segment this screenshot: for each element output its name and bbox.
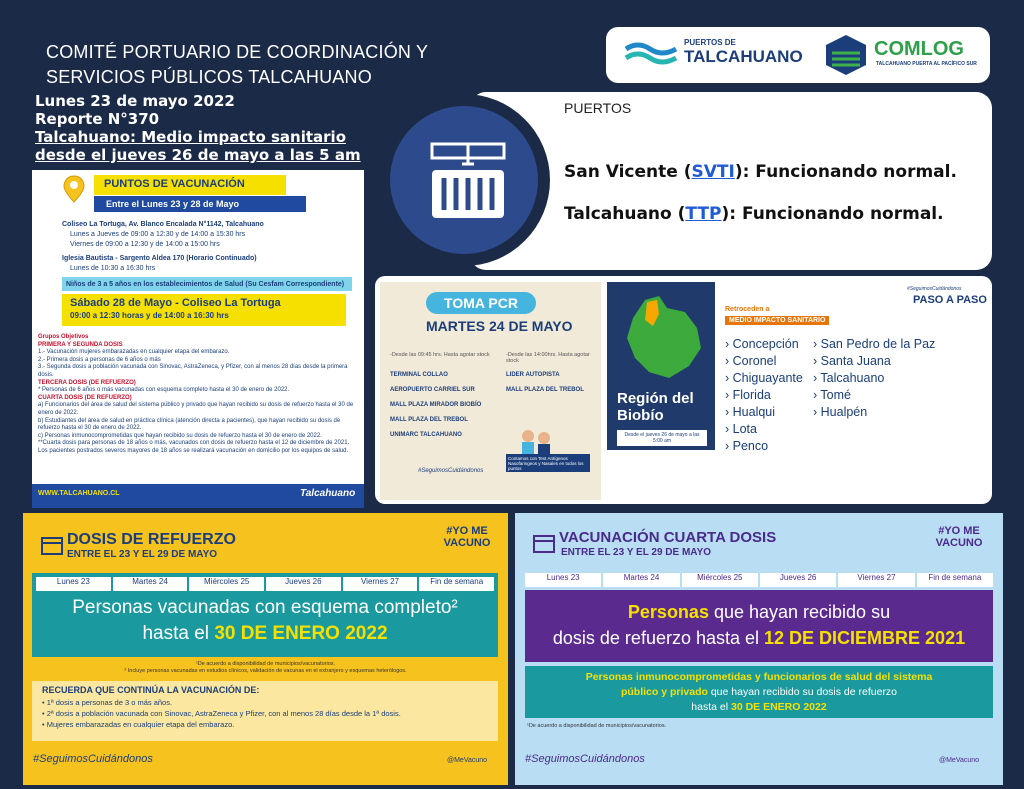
cuarta-1: a) Funcionarios del área de salud del sistema público y privado que hayan recibido su dosis de refuerzo hasta el 30 de enero de 2022. [38,402,354,416]
comlog-text: COMLOG [874,38,964,60]
booster-title: DOSIS DE REFUERZO [67,531,236,548]
calendar-icon [533,533,555,553]
kids-note: Niños de 3 a 5 años en los establecimientos de Salud (Su Cesfam Correspondiente) [62,277,352,291]
paso-a-paso-logo: PASO A PASO [913,294,987,306]
recuerda-title: RECUERDA QUE CONTINÚA LA VACUNACIÓN DE: [42,685,260,695]
day-cell: Jueves 26 [266,577,341,591]
biobio-map-icon [615,292,707,384]
fourth-sec-line1: Personas inmunocomprometidas y funcionarios de salud del sistema [585,671,933,683]
day-cell: Viernes 27 [838,573,914,587]
pcr-date: MARTES 24 DE MAYO [426,318,573,334]
group-1: 1.- Vacunación mujeres embarazadas en cualquier etapa del embarazo. [38,349,230,356]
day-cell: Fin de semana [419,577,494,591]
recuerda-box [32,681,498,741]
report-impact-line1: Talcahuano: Medio impacto sanitario [35,128,346,146]
fourth-main-line1: Personas que hayan recibido su [627,602,891,622]
fourth-hashtag: #SeguimosCuidándonos [525,753,645,765]
impacto-badge: MEDIO IMPACTO SANITARIO [725,316,829,325]
day-cell: Martes 24 [113,577,188,591]
vaccination-footer [32,484,364,508]
group-3: 3.- Segunda dosis a población vacunada con Sinovac, AstraZeneca, y Pfizer, con al menos 28 días desde la primera dosis. [38,364,348,378]
commune-item: › Santa Juana [813,354,891,368]
place2-hours: Lunes de 10:30 a 16:30 hrs [70,265,156,272]
pcr-panel [380,282,601,500]
pcr-right-time: -Desde las 14:00hrs. Hasta agotar stock [506,352,590,364]
commune-item: › Coronel [725,354,777,368]
port-crane-badge [378,94,550,266]
report-info [35,92,361,164]
fourth-dose-panel [515,513,1003,785]
place1-name: Coliseo La Tortuga, Av. Blanco Encalada N°1142, Talcahuano [62,221,264,228]
port-san-vicente: San Vicente (SVTI): Funcionando normal. [564,162,957,182]
day-cell: Lunes 23 [525,573,601,587]
crane-container-icon [428,138,508,222]
talcahuano-brand: Talcahuano [300,488,356,499]
fourth-social[interactable]: @MeVacuno [939,757,980,764]
fourth-footnote: ¹De acuerdo a disponibilidad de municipios/vacunatorios. [527,723,667,729]
booster-hashtag: #SeguimosCuidándonos [33,753,153,765]
calendar-icon [41,535,63,555]
commune-item: › Concepción [725,337,799,351]
pcr-place: MALL PLAZA DEL TREBOL [390,417,468,423]
groups-subtitle: PRIMERA Y SEGUNDA DOSIS [38,341,123,348]
day-cell: Lunes 23 [36,577,111,591]
yo-me-vacuno-badge: #YO ME VACUNO [443,525,491,549]
biobio-since: Desde el jueves 26 de mayo a las 5:00 am [617,430,707,446]
commune-item: › Hualqui [725,405,776,419]
cuarta-4: **Cuarta dosis para personas de 18 años o más, vacunados con dosis de refuerzo hasta el 12 de diciembre de 2021. [38,440,350,447]
website-link[interactable]: WWW.TALCAHUANO.CL [38,490,120,497]
nurse-test-icon [518,428,552,456]
commune-item: › Lota [725,422,757,436]
cuarta-3: c) Personas inmunocomprometidas que hayan recibido su dosis de refuerzo hasta el 30 de enero de 2022. [38,432,322,439]
pcr-right-places [506,368,584,398]
target-groups [38,334,358,456]
pcr-title: TOMA PCR [426,292,536,314]
place1-hours1: Lunes a Jueves de 09:00 a 12:30 y de 14:00 a 15:30 hrs [70,231,246,238]
vaccination-subtitle: Entre el Lunes 23 y 28 de Mayo [94,196,306,212]
ttp-link[interactable]: TTP [685,204,722,224]
fourth-secondary-box [525,666,993,718]
fourth-main-line2: dosis de refuerzo hasta el 12 DE DICIEMBRE 2021 [552,628,966,648]
cuarta-2: b) Estudiantes del área de salud en práctica clínica (atención directa a pacientes), que hayan recibido su dosis de refuerzo hasta el 30 de enero de 2022. [38,417,341,432]
booster-footnotes: ¹De acuerdo a disponibilidad de municipios/vacunatorios. ² Incluye personas vacunadas en estudios clínicos, validación de vacunas en el extranjero y esquemas heterólogos. [124,661,407,674]
commune-item: › Talcahuano [813,371,885,385]
pcr-hashtag: #SeguimosCuidándonos [418,468,484,474]
booster-subtitle: ENTRE EL 23 Y EL 29 DE MAYO [67,549,218,560]
fourth-title: VACUNACIÓN CUARTA DOSIS [559,529,777,546]
group-2: 2.- Primera dosis a personas de 6 años o más [38,356,161,363]
vaccination-points-card [32,170,364,508]
booster-main-line2: hasta el 30 DE ENERO 2022 [142,623,388,644]
vaccination-title: PUNTOS DE VACUNACIÓN [94,175,286,195]
commune-item: › San Pedro de la Paz [813,337,936,351]
pcr-note: Contamos con Test Antígenos Nasofaringeos y Nasales en todos los puntos [506,454,590,472]
day-cell: Miércoles 25 [682,573,758,587]
day-cell: Fin de semana [917,573,993,587]
communes-col1 [725,336,803,455]
biobio-map-area [607,282,715,450]
report-number: Reporte N°370 [35,110,160,128]
recuerda-item: • 2ª dosis a población vacunada con Sinovac, AstraZeneca y Pfizer, con al menos 28 días desde la 1ª dosis. [42,709,401,718]
pcr-place: LIDER AUTOPISTA [506,372,560,378]
biobio-panel [607,282,987,500]
booster-dose-panel [23,513,508,785]
retroceden-label: Retroceden a [725,306,770,313]
report-date: Lunes 23 de mayo 2022 [35,92,235,110]
commune-item: › Tomé [813,388,851,402]
place1-hours2: Viernes de 09:00 a 12:30 y de 14:00 a 15:00 hrs [70,241,220,248]
yo-me-vacuno-badge: #YO ME VACUNO [935,525,983,549]
puertos-small-text: PUERTOS DE [684,38,736,47]
day-cell: Miércoles 25 [189,577,264,591]
pcr-place: UNIMARC TALCAHUANO [390,432,462,438]
fourth-days-row [525,573,993,587]
booster-days-row [36,577,494,591]
saturday-title: Sábado 28 de Mayo - Coliseo La Tortuga [70,297,281,309]
puertos-wave-icon [624,41,682,67]
day-cell: Martes 24 [603,573,679,587]
cuarta-title: CUARTA DOSIS (DE REFUERZO) [38,394,132,401]
fourth-sec-line3: hasta el 30 DE ENERO 2022 [691,701,827,713]
recuerda-item: • Mujeres embarazadas en cualquier etapa del embarazo. [42,720,235,729]
page-header-title [46,40,428,90]
pcr-place: TERMINAL COLLAO [390,372,448,378]
saturday-box [62,294,346,326]
saturday-hours: 09:00 a 12:30 horas y de 14:00 a 16:30 hrs [70,311,229,320]
location-pin-icon [62,174,86,204]
commune-item: › Penco [725,439,769,453]
tercera-1: * Personas de 6 años o más vacunadas con esquema completo hasta el 30 de enero de 2022. [38,387,290,394]
cuarta-5: Los pacientes postrados severos mayores de 18 años se realizará vacunación en domicilio por los equipos de salud. [38,447,349,454]
booster-main-box [32,573,498,657]
recuerda-item: • 1ª dosis a personas de 3 o más años. [42,698,173,707]
pcr-left-places [390,368,481,443]
commune-item: › Florida [725,388,771,402]
groups-title: Grupos Objetivos [38,334,89,340]
pcr-place: MALL PLAZA MIRADOR BIOBÍO [390,402,482,408]
logos-box [606,27,990,83]
biobio-region: Región del Biobío [617,390,694,424]
pcr-place: MALL PLAZA DEL TREBOL [506,387,584,393]
header-title-line1: COMITÉ PORTUARIO DE COORDINACIÓN Y [46,42,429,62]
place2-name: Iglesia Bautista - Sargento Aldea 170 (Horario Continuado) [62,255,257,262]
pcr-left-time: -Desde las 09:45 hrs. Hasta agotar stock [390,352,490,358]
comlog-shield-icon [824,33,868,77]
booster-main-line1: Personas vacunadas con esquema completo² [72,597,458,618]
day-cell: Viernes 27 [343,577,418,591]
day-cell: Jueves 26 [760,573,836,587]
pcr-place: AEROPUERTO CARRIEL SUR [390,387,475,393]
fourth-subtitle: ENTRE EL 23 Y EL 29 DE MAYO [561,547,712,558]
ports-label: PUERTOS [564,100,632,116]
biobio-hashtag: #SeguimosCuidándonos [907,286,962,292]
puertos-big-text: TALCAHUANO [684,47,803,66]
report-impact-line2: desde el jueves 26 de mayo a las 5 am [35,146,361,164]
svti-link[interactable]: SVTI [691,162,735,182]
fourth-main-box [525,590,993,662]
commune-item: › Chiguayante [725,371,803,385]
comlog-tagline: TALCAHUANO PUERTA AL PACÍFICO SUR [876,61,977,67]
port-talcahuano: Talcahuano (TTP): Funcionando normal. [564,204,944,224]
tercera-title: TERCERA DOSIS (DE REFUERZO) [38,379,136,386]
commune-item: › Hualpén [813,405,868,419]
communes-col2 [813,336,935,421]
booster-social[interactable]: @MeVacuno [447,757,488,764]
fourth-sec-line2: público y privado que hayan recibido su dosis de refuerzo [620,686,898,698]
header-title-line2: SERVICIOS PÚBLICOS TALCAHUANO [46,67,372,87]
